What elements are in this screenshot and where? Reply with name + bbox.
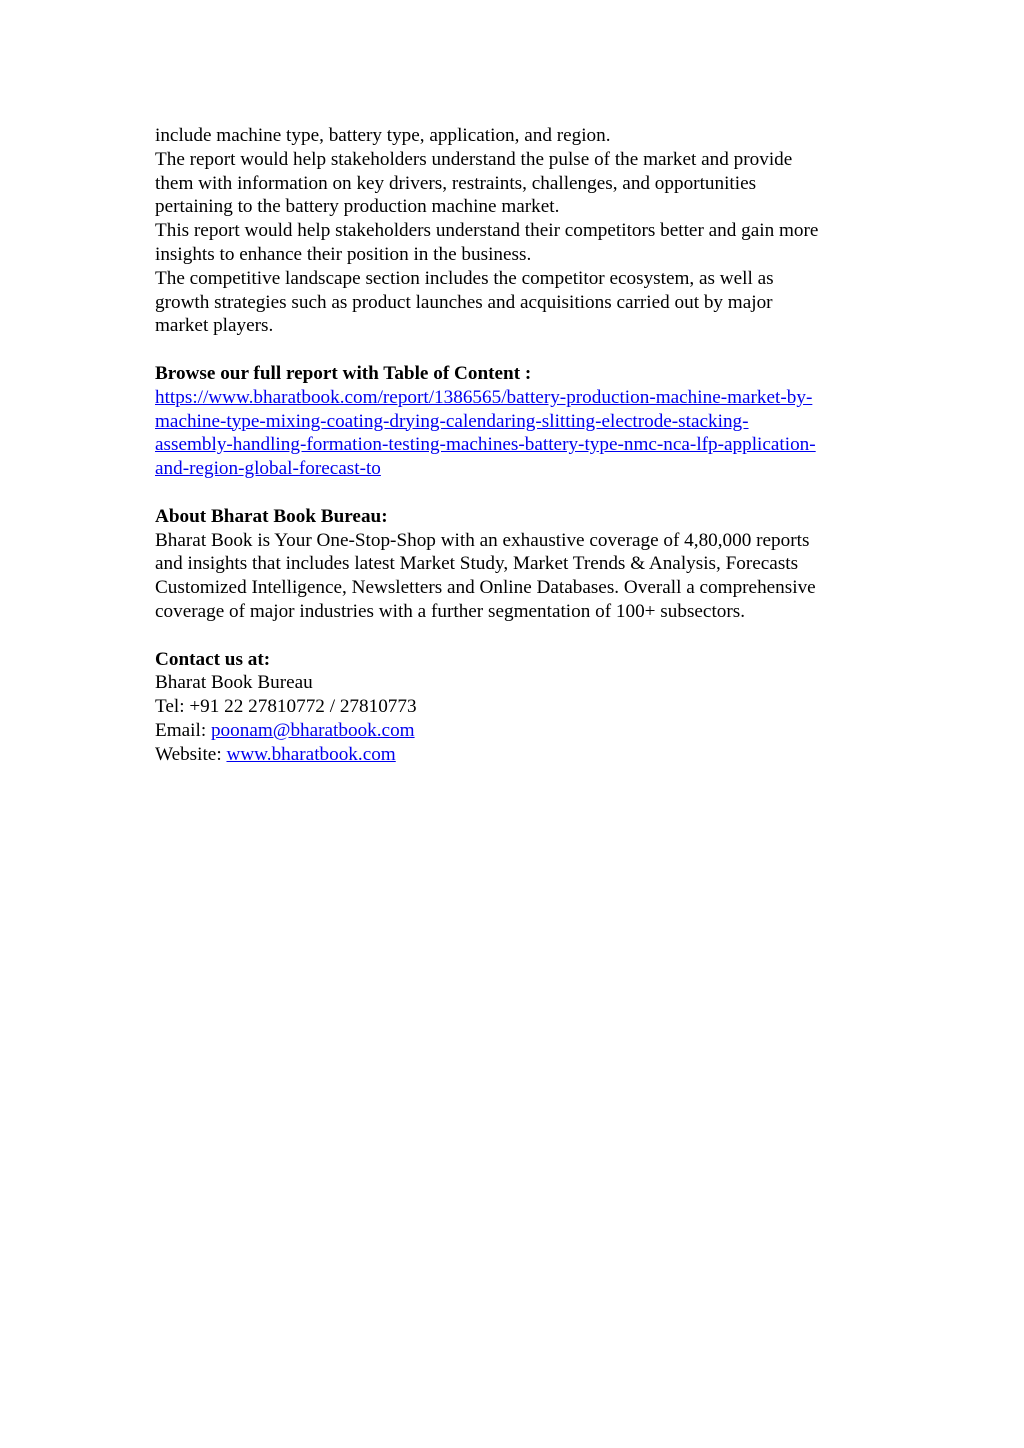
contact-company: Bharat Book Bureau (155, 672, 313, 694)
report-url-link[interactable] (155, 386, 875, 481)
document-page (155, 124, 875, 767)
browse-heading: Browse our full report with Table of Content : (155, 362, 532, 384)
about-section (155, 505, 875, 624)
website-link[interactable]: www.bharatbook.com (226, 743, 396, 765)
intro-line: market players. (155, 315, 274, 337)
about-line: and insights that includes latest Market Study, Market Trends & Analysis, Forecasts (155, 553, 799, 575)
intro-line: The report would help stakeholders understand the pulse of the market and provide (155, 148, 793, 170)
contact-section (155, 648, 875, 767)
contact-heading: Contact us at: (155, 648, 271, 670)
intro-line: them with information on key drivers, restraints, challenges, and opportunities (155, 172, 757, 194)
intro-line: include machine type, battery type, application, and region. (155, 125, 611, 146)
paragraph-spacer (155, 338, 875, 362)
contact-website-row (155, 743, 875, 767)
paragraph-spacer (155, 481, 875, 505)
contact-tel: Tel: +91 22 27810772 / 27810773 (155, 696, 417, 718)
report-url-line: https://www.bharatbook.com/report/1386565/battery-production-machine-market-by- (155, 386, 813, 408)
intro-paragraph (155, 124, 875, 338)
report-url-line: machine-type-mixing-coating-drying-calendaring-slitting-electrode-stacking- (155, 410, 749, 432)
about-line: coverage of major industries with a further segmentation of 100+ subsectors. (155, 600, 746, 622)
browse-section (155, 362, 875, 481)
report-url-line: and-region-global-forecast-to (155, 458, 381, 480)
intro-line: pertaining to the battery production machine market. (155, 196, 560, 218)
about-heading: About Bharat Book Bureau: (155, 505, 388, 527)
website-label: Website: (155, 743, 227, 765)
intro-line: The competitive landscape section includes the competitor ecosystem, as well as (155, 267, 774, 289)
intro-line: growth strategies such as product launches and acquisitions carried out by major (155, 291, 773, 313)
about-line: Customized Intelligence, Newsletters and Online Databases. Overall a comprehensive (155, 577, 816, 599)
email-link[interactable]: poonam@bharatbook.com (210, 719, 415, 741)
about-line: Bharat Book is Your One-Stop-Shop with an exhaustive coverage of 4,80,000 reports (155, 529, 810, 551)
report-url-line: assembly-handling-formation-testing-machines-battery-type-nmc-nca-lfp-application- (155, 434, 816, 456)
email-label: Email: (155, 719, 211, 741)
intro-line: This report would help stakeholders understand their competitors better and gain more (155, 220, 819, 242)
paragraph-spacer (155, 624, 875, 648)
intro-line: insights to enhance their position in the business. (155, 243, 532, 265)
contact-email-row (155, 719, 875, 743)
